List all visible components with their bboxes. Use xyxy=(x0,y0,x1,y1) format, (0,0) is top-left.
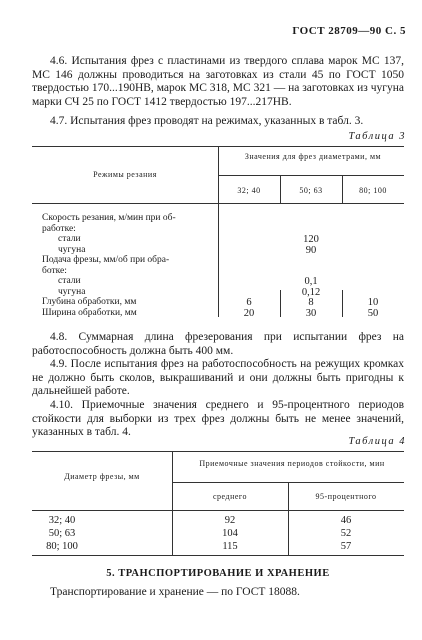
table4-col-1: среднего xyxy=(213,492,247,501)
table3-caption: Таблица 3 xyxy=(348,131,406,142)
table3-cell: 50 xyxy=(367,307,379,319)
table4-cell: 115 xyxy=(222,541,238,552)
table3-cell: 6 xyxy=(246,297,252,308)
table3-row-label: стали xyxy=(58,276,81,286)
table3-row-label: Скорость резания, м/мин при об- xyxy=(42,213,176,223)
table3-cell: 8 xyxy=(308,297,314,308)
paragraph-4-10: 4.10. Приемочные значения среднего и 95-процентного периодов стойкости для выборки из трех фрез должны быть не менее значений, указанных в табл. 4. xyxy=(32,399,404,438)
table3-row-label: стали xyxy=(58,234,81,244)
table3-cell: 120 xyxy=(303,234,319,245)
table4-cell: 46 xyxy=(340,515,352,526)
table4-col-2: 95-процентного xyxy=(315,492,377,501)
table3-cell: 10 xyxy=(367,297,379,308)
table3-row-label: Глубина обработки, мм xyxy=(42,297,137,307)
page-header: ГОСТ 28709—90 С. 5 xyxy=(292,25,406,37)
table4-cell: 92 xyxy=(224,515,236,526)
table3-cell: 0,1 xyxy=(304,276,318,287)
table3-cell: 0,12 xyxy=(301,286,321,298)
table4-col-group: Приемочные значения периодов стойкости, мин xyxy=(199,459,385,468)
paragraph-4-6: 4.6. Испытания фрез с пластинами из твердого сплава марок МС 137, МС 146 должны проводиться на заготовках из стали 45 по ГОСТ 1050 твердостью 170...190НВ, марок МС 318, МС 321 — на заготовках из чугуна марки СЧ 25 по ГОСТ 1412 твердостью 197...217НВ. xyxy=(32,55,404,108)
table3-row-label: ботке: xyxy=(42,265,67,276)
table3-col-group: Значения для фрез диаметрами, мм xyxy=(244,152,382,161)
table4-cell: 50; 63 xyxy=(48,528,76,539)
table3-col-3: 80; 100 xyxy=(359,186,387,195)
table3-row-label: работке: xyxy=(42,223,76,234)
table3-cell: 90 xyxy=(305,244,317,256)
table4-cell: 104 xyxy=(222,528,238,539)
table3-col-1: 32; 40 xyxy=(237,186,261,195)
paragraph-4-8: 4.8. Суммарная длина фрезерования при испытании фрез на работоспособность должна быть 400 мм. xyxy=(32,331,404,357)
table4-col-diam: Диаметр фрезы, мм xyxy=(64,472,140,481)
table3-cell: 30 xyxy=(305,307,317,319)
table4-cell: 32; 40 xyxy=(48,515,76,526)
table4-cell: 52 xyxy=(340,528,352,539)
paragraph-4-9: 4.9. После испытания фрез на работоспособность на режущих кромках не должно быть сколов, выкрашиваний и они должны быть пригодны к дальнейшей работе. xyxy=(32,358,404,397)
table4-cell: 57 xyxy=(340,541,352,552)
table3-cell: 20 xyxy=(243,307,255,319)
table3-col-regimes: Режимы резания xyxy=(93,170,157,179)
table4-caption: Таблица 4 xyxy=(348,436,406,447)
table3-row-label: Подача фрезы, мм/об при обра- xyxy=(42,255,170,265)
table4-cell: 80; 100 xyxy=(46,541,78,552)
paragraph-5: Транспортирование и хранение — по ГОСТ 18088. xyxy=(50,586,300,598)
section-5-title: 5. ТРАНСПОРТИРОВАНИЕ И ХРАНЕНИЕ xyxy=(106,568,330,579)
table3-row-label: чугуна xyxy=(58,286,86,297)
table3-row-label: чугуна xyxy=(58,244,86,255)
table3-col-2: 50; 63 xyxy=(299,186,323,195)
paragraph-4-7: 4.7. Испытания фрез проводят на режимах, указанных в табл. 3. xyxy=(50,115,364,127)
table3-row-label: Ширина обработки, мм xyxy=(42,307,137,318)
